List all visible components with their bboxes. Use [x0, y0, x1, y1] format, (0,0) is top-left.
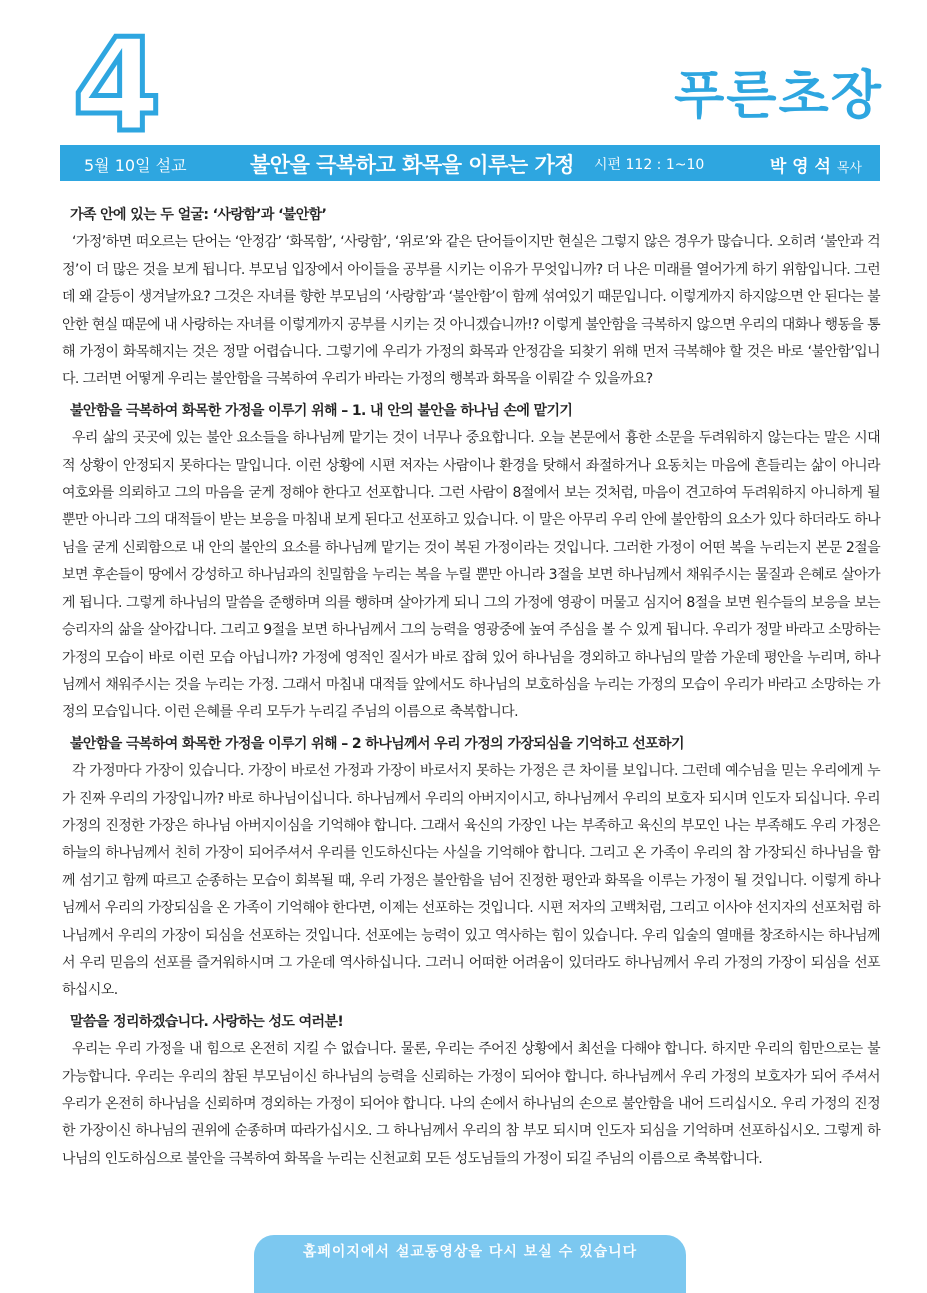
brand-title: 푸른초장 [674, 66, 883, 126]
sermon-title-bar [60, 145, 880, 181]
page-number-text: 4 [72, 30, 162, 140]
section-body: 각 가정마다 가장이 있습니다. 가장이 바로선 가정과 가장이 바로서지 못하는 가정은 큰 차이를 보입니다. 그런데 예수님을 믿는 우리에게 누가 진짜 우리의 가장입니까? 바로 하나님이십니다. 하나님께서 우리의 아버지이시고, 하나님께서 우리의 보호자 되시며 인도자 되십니다. 우리 가정의 진정한 가장은 하나님 아버지이심을 기억해야 합니다. 그래서 육신의 가장인 나는 부족하고 육신의 부모인 나는 부족해도 우리 가정은 하늘의 하나님께서 친히 가장이 되어주셔서 우리를 인도하신다는 사실을 기억해야 합니다. 그리고 온 가족이 우리의 참 가장되신 하나님을 함께 섬기고 함께 따르고 순종하는 모습이 회복될 때, 우리 가정은 불안함을 넘어 진정한 평안과 화목을 이루는 가정이 될 것입니다. 이렇게 하나님께서 우리의 가장되심을 온 가족이 기억해야 한다면, 이제는 선포하는 것입니다. 시편 저자의 고백처럼, 그리고 이사야 선지자의 선포처럼 하나님께서 우리의 가장이 되심을 선포하는 것입니다. 선포에는 능력이 있고 역사하는 힘이 있습니다. 우리 입술의 열매를 창조하시는 하나님께서 우리 믿음의 선포를 즐거워하시며 그 가운데 역사하십니다. 그러니 어떠한 어려움이 있더라도 하나님께서 우리 가정의 가장이 되심을 선포하십시오. [62, 763, 880, 999]
section-body: ‘가정’하면 떠오르는 단어는 ‘안정감’ ‘화목함’, ‘사랑함’, ‘위로’와 같은 단어들이지만 현실은 그렇지 않은 경우가 많습니다. 오히려 ‘불안과 걱정’이 더 많은 것을 보게 됩니다. 부모님 입장에서 아이들을 공부를 시키는 이유가 무엇입니까? 더 나은 미래를 열어가게 하기 위함입니다. 그런데 왜 갈등이 생겨날까요? 그것은 자녀를 향한 부모님의 ‘사랑함’과 ‘불안함’이 함께 섞여있기 때문입니다. 이렇게까지 하지않으면 안 된다는 불안한 현실 때문에 내 사랑하는 자녀를 이렇게까지 공부를 시키는 것 아니겠습니까!? 이렇게 불안함을 극복하지 않으면 우리의 대화나 행동을 통해 가정이 화목해지는 것은 정말 어렵습니다. 그렇기에 우리가 가정의 화목과 안정감을 되찾기 위해 먼저 극복해야 할 것은 바로 ‘불안함’입니다. 그러면 어떻게 우리는 불안함을 극복하여 우리가 바라는 가정의 행복과 화목을 이뤄갈 수 있을까요? [62, 234, 880, 388]
sermon-title: 불안을 극복하고 화목을 이루는 가정 [250, 153, 575, 177]
scripture-reference: 시편 112 : 1~10 [594, 157, 705, 173]
section-heading: 불안함을 극복하여 화목한 가정을 이루기 위해 – 1. 내 안의 불안을 하나님 손에 맡기기 [70, 402, 573, 419]
section-body: 우리 삶의 곳곳에 있는 불안 요소들을 하나님께 맡기는 것이 너무나 중요합니다. 오늘 본문에서 흉한 소문을 두려워하지 않는다는 말은 시대적 상황이 안정되지 못하다는 말입니다. 이런 상황에 시편 저자는 사람이나 환경을 탓해서 좌절하거나 요동치는 마음에 흔들리는 삶이 아니라 여호와를 의뢰하고 그의 마음을 굳게 정해야 한다고 선포합니다. 그런 사람이 8절에서 보는 것처럼, 마음이 견고하여 두려워하지 아니하게 될 뿐만 아니라 그의 대적들이 받는 보응을 마침내 보게 된다고 선포하고 있습니다. 이 말은 아무리 우리 안에 불안함의 요소가 있다 하더라도 하나님을 굳게 신뢰함으로 내 안의 불안의 요소를 하나님께 맡기는 것이 복된 가정이라는 것입니다. 그러한 가정이 어떤 복을 누리는지 본문 2절을 보면 후손들이 땅에서 강성하고 하나님과의 친밀함을 누리는 복을 누릴 뿐만 아니라 3절을 보면 하나님께서 채워주시는 물질과 은혜로 살아가게 됩니다. 그렇게 하나님의 말씀을 준행하며 의를 행하며 살아가게 되니 그의 가정에 영광이 머물고 심지어 8절을 보면 원수들의 보응을 보는 승리자의 삶을 살아갑니다. 그리고 9절을 보면 하나님께서 그의 능력을 영광중에 높여 주심을 볼 수 있게 됩니다. 우리가 정말 바라고 소망하는 가정의 모습이 바로 이런 모습 아닙니까? 가정에 영적인 질서가 바로 잡혀 있어 하나님을 경외하고 하나님의 말씀 가운데 평안을 누리며, 하나님께서 채워주시는 것을 누리는 가정. 그래서 마침내 대적들 앞에서도 하나님의 보호하심을 누리는 가정의 모습이 우리가 바라고 소망하는 가정의 모습입니다. 이런 은혜를 우리 모두가 누리길 주님의 이름으로 축복합니다. [62, 430, 880, 721]
video-notice-banner: 홈페이지에서 설교동영상을 다시 보실 수 있습니다 [254, 1235, 686, 1293]
page-number-outline-graphic [72, 30, 162, 140]
section-heading: 불안함을 극복하여 화목한 가정을 이루기 위해 – 2 하나님께서 우리 가정의 가장되심을 기억하고 선포하기 [70, 735, 684, 752]
section-heading: 가족 안에 있는 두 얼굴: ‘사랑함’과 ‘불안함’ [70, 207, 327, 223]
preacher-name: 박 영 석 [769, 157, 831, 177]
preacher [770, 152, 862, 177]
sermon-date: 5월 10일 설교 [84, 156, 187, 175]
preacher-role: 목사 [836, 161, 862, 176]
sermon-content [62, 200, 880, 1177]
section-body: 우리는 우리 가정을 내 힘으로 온전히 지킬 수 없습니다. 물론, 우리는 주어진 상황에서 최선을 다해야 합니다. 하지만 우리의 힘만으로는 불가능합니다. 우리는 우리의 참된 부모님이신 하나님의 능력을 신뢰하는 가정이 되어야 합니다. 하나님께서 우리 가정의 보호자가 되어 주셔서 우리가 온전히 하나님을 신뢰하며 경외하는 가정이 되어야 합니다. 나의 손에서 하나님의 손으로 불안함을 내어 드리십시오. 우리 가정의 진정한 가장이신 하나님의 권위에 순종하며 따라가십시오. 그 하나님께서 우리의 참 부모 되시며 인도자 되심을 기억하며 선포하십시오. 그렇게 하나님의 인도하심으로 불안을 극복하여 화목을 누리는 신천교회 모든 성도님들의 가정이 되길 주님의 이름으로 축복합니다. [62, 1041, 880, 1167]
page-number [72, 30, 162, 140]
section-heading: 말씀을 정리하겠습니다. 사랑하는 성도 여러분! [70, 1013, 344, 1030]
